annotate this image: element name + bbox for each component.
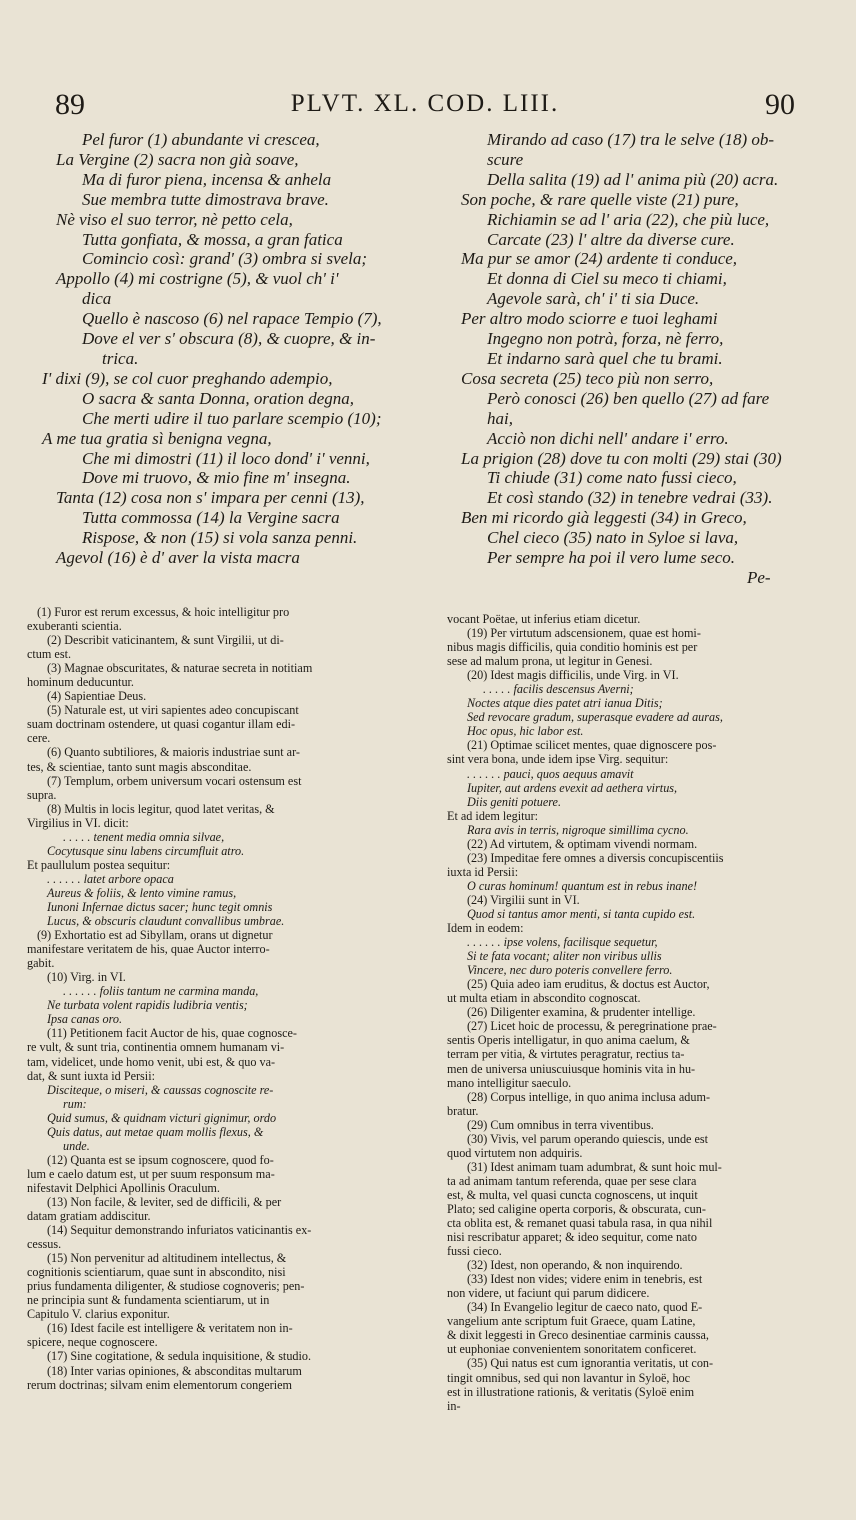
footnote-line: sentis Operis intelligatur, in quo anima caelum, & [447, 1033, 690, 1048]
verse-line: Dove el ver s' obscura (8), & cuopre, & in- [82, 329, 376, 349]
verse-line: Ti chiude (31) come nato fussi cieco, [487, 468, 737, 488]
footnote-line: (20) Idest magis difficilis, unde Virg. in VI. [467, 668, 679, 683]
footnote-line: sint vera bona, unde idem ipse Virg. sequitur: [447, 752, 669, 767]
verse-line: Richiamin se ad l' aria (22), che più luce, [487, 209, 770, 229]
footnote-line: exuberanti scientia. [27, 619, 122, 634]
footnote-line: Aureus & foliis, & lento vimine ramus, [47, 885, 237, 900]
verse-line: Della salita (19) ad l' anima più (20) acra. [487, 169, 779, 189]
verse-line: Per altro modo sciorre e tuoi leghami [461, 309, 718, 329]
footnote-line: men de universa uniuscuiusque hominis vita in hu- [447, 1061, 696, 1076]
footnote-line: Ipsa canas oro. [47, 1012, 123, 1027]
verse-line: O sacra & santa Donna, oration degna, [82, 388, 354, 408]
footnote-line: Diis geniti potuere. [467, 794, 561, 809]
verse-line: Tanta (12) cosa non s' impara per cenni (13), [56, 488, 365, 508]
footnote-line: supra. [27, 787, 57, 802]
verse-line: dica [82, 289, 112, 309]
footnote-line: Et ad idem legitur: [447, 808, 539, 823]
footnote-line: in- [447, 1398, 461, 1413]
footnote-line: Rara avis in terris, nigroque simillima cycno. [467, 822, 689, 837]
footnote-line: cere. [27, 731, 51, 746]
footnote-line: tes, & scientiae, tanto sunt magis absconditae. [27, 759, 252, 774]
footnote-line: . . . . . . foliis tantum ne carmina manda, [63, 984, 259, 999]
footnote-line: ta ad animam tantum referenda, quae per sese clara [447, 1173, 697, 1188]
verse-line: Cosa secreta (25) teco più non serro, [461, 368, 714, 388]
footnote-line: (26) Diligenter examina, & prudenter intellige. [467, 1005, 696, 1020]
footnote-line: lum e caelo datum est, ut per suum responsum ma- [27, 1166, 275, 1181]
footnote-line: est in illustratione rationis, & veritatis (Syloë enim [447, 1384, 695, 1399]
footnote-line: Quid sumus, & quidnam victuri gignimur, ordo [47, 1110, 277, 1125]
footnote-line: . . . . . . pauci, quos aequus amavit [467, 766, 634, 781]
footnote-line: Quis datus, aut metae quam mollis flexus, & [47, 1124, 264, 1139]
footnotes-column-right [447, 612, 827, 1413]
footnote-line: (16) Idest facile est intelligere & veritatem non in- [47, 1321, 293, 1336]
footnote-line: . . . . . . latet arbore opaca [47, 871, 174, 886]
footnote-line: ut multa etiam in abscondito cognoscat. [447, 991, 641, 1006]
footnote-line: (6) Quanto subtiliores, & maioris industriae sunt ar- [47, 745, 300, 760]
footnote-line: & dixit leggesti in Greco desinentiae carminis caussa, [447, 1328, 709, 1343]
footnote-line: (15) Non pervenitur ad altitudinem intellectus, & [47, 1251, 287, 1266]
footnote-line: (19) Per virtutum adscensionem, quae est homi- [467, 626, 701, 641]
footnote-line: re vult, & sunt tria, continentia omnem humanam vi- [27, 1040, 285, 1055]
verse-line: Son poche, & rare quelle viste (21) pure, [461, 189, 739, 209]
footnote-line: rum: [63, 1096, 87, 1111]
page-number-left: 89 [55, 88, 85, 121]
footnote-line: prius fundamenta diligenter, & studiose cognoveris; pen- [27, 1279, 305, 1294]
footnote-line: (2) Describit vaticinantem, & sunt Virgilii, ut di- [47, 633, 284, 648]
footnote-line: (7) Templum, orbem universum vocari ostensum est [47, 773, 302, 788]
verse-line: Agevol (16) è d' aver la vista macra [56, 548, 300, 568]
footnote-line: nibus magis difficilis, quia conditio hominis est per [447, 640, 698, 655]
footnote-line: cta oblita est, & remanet quasi tabula rasa, in qua nihil [447, 1216, 713, 1231]
verse-line: Dove mi truovo, & mio fine m' insegna. [82, 468, 351, 488]
verse-line: Per sempre ha poi il vero lume seco. [487, 548, 736, 568]
footnote-line: (14) Sequitur demonstrando infuriatos vaticinantis ex- [47, 1223, 312, 1238]
footnote-line: Quod si tantus amor menti, si tanta cupido est. [467, 906, 696, 921]
verse-line: La Vergine (2) sacra non già soave, [56, 149, 299, 169]
footnote-line: ctum est. [27, 647, 72, 662]
footnote-line: dat, & sunt iuxta id Persii: [27, 1068, 155, 1083]
footnote-line: quod virtutem non adquiris. [447, 1145, 583, 1160]
footnote-line: rerum doctrinas; silvam enim elementorum congeriem [27, 1377, 292, 1392]
footnote-line: Idem in eodem: [447, 921, 524, 936]
footnote-line: (1) Furor est rerum excessus, & hoic intelligitur pro [37, 605, 290, 619]
footnote-line: (4) Sapientiae Deus. [47, 689, 147, 704]
footnote-line: (12) Quanta est se ipsum cognoscere, quod fo- [47, 1152, 274, 1167]
running-title: PLVT. XL. COD. LIII. [290, 90, 560, 117]
verse-line: Quello è nascoso (6) nel rapace Tempio (7), [82, 309, 382, 329]
footnote-line: manifestare veritatem de his, quae Auctor interro- [27, 942, 270, 957]
footnote-line: Si te fata vocant; aliter non viribus ullis [467, 949, 662, 964]
verse-line: Et donna di Ciel su meco ti chiami, [487, 269, 727, 289]
footnote-line: (24) Virgilii sunt in VI. [467, 892, 580, 907]
footnote-line: (3) Magnae obscuritates, & naturae secreta in notitiam [47, 661, 313, 676]
footnote-line: Ne turbata volent rapidis ludibria ventis; [47, 998, 248, 1013]
verse-line: Ma di furor piena, incensa & anhela [82, 169, 332, 189]
footnote-line: (18) Inter varias opiniones, & absconditas multarum [47, 1363, 302, 1378]
verse-line: A me tua gratia sì benigna vegna, [42, 428, 272, 448]
footnote-line: unde. [63, 1138, 90, 1153]
footnote-line: (33) Idest non vides; videre enim in tenebris, est [467, 1272, 703, 1287]
footnote-line: Lucus, & obscuris claudunt convallibus umbrae. [47, 914, 285, 929]
footnote-line: mano intelligitur saeculo. [447, 1075, 572, 1090]
footnote-line: (29) Cum omnibus in terra viventibus. [467, 1117, 654, 1132]
footnote-line: Plato; sed caligine operta corporis, & obscurata, cun- [447, 1201, 706, 1216]
verse-line: Acciò non dichi nell' andare i' erro. [487, 428, 729, 448]
verse-line: Ben mi ricordo già leggesti (34) in Greco, [461, 508, 747, 528]
footnote-line: (11) Petitionem facit Auctor de his, quae cognosce- [47, 1026, 297, 1041]
footnote-line: . . . . . facilis descensus Averni; [483, 682, 634, 697]
footnote-line: (8) Multis in locis legitur, quod latet veritas, & [47, 801, 275, 816]
footnote-line: suam doctrinam ostendere, ut quasi cogantur illam edi- [27, 717, 296, 732]
footnote-line: Capitulo V. clarius exponitur. [27, 1307, 170, 1322]
footnote-line: Sed revocare gradum, superasque evadere ad auras, [467, 710, 723, 725]
verse-line: Agevole sarà, ch' i' ti sia Duce. [487, 289, 700, 309]
footnote-line: . . . . . tenent media omnia silvae, [63, 829, 225, 844]
footnote-line: (35) Qui natus est cum ignorantia veritatis, ut con- [467, 1356, 714, 1371]
footnote-line: O curas hominum! quantum est in rebus inane! [467, 878, 698, 893]
verse-line: Che mi dimostri (11) il loco dond' i' venni, [82, 448, 370, 468]
footnote-line: datam gratiam addiscitur. [27, 1209, 151, 1224]
footnote-line: Disciteque, o miseri, & caussas cognoscite re- [47, 1082, 274, 1097]
footnote-line: sese ad malum prona, ut legitur in Genesi. [447, 654, 653, 669]
footnote-line: Virgilius in VI. dicit: [27, 815, 129, 830]
footnote-line: ut euphoniae convenientem sonoritatem conficeret. [447, 1342, 697, 1357]
footnote-line: iuxta id Persii: [447, 864, 519, 879]
verse-line: Chel cieco (35) nato in Syloe si lava, [487, 528, 739, 548]
footnote-line: spicere, neque cognoscere. [27, 1335, 158, 1350]
footnote-line: Hoc opus, hic labor est. [467, 724, 584, 739]
verse-column-left [42, 130, 437, 568]
verse-line: Appollo (4) mi costrigne (5), & vuol ch' i' [56, 269, 339, 289]
footnote-line: (31) Idest animam tuam adumbrat, & sunt hoic mul- [467, 1159, 722, 1174]
footnote-line: Vincere, nec duro poteris convellere ferro. [467, 963, 673, 978]
footnote-line: (21) Optimae scilicet mentes, quae dignoscere pos- [467, 738, 717, 753]
verse-line: Et indarno sarà quel che tu brami. [487, 348, 723, 368]
footnote-line: cessus. [27, 1237, 62, 1252]
footnote-line: bratur. [447, 1103, 479, 1118]
footnote-line: (22) Ad virtutem, & optimam vivendi normam. [467, 836, 698, 851]
footnote-line: vangelium ante scriptum fuit Graece, quam Latine, [447, 1314, 696, 1329]
footnote-line: (17) Sine cogitatione, & sedula inquisitione, & studio. [47, 1349, 312, 1364]
footnote-line: non videre, ut faciunt qui parum didicere. [447, 1286, 650, 1301]
footnote-line: Iunoni Infernae dictus sacer; hunc tegit omnis [47, 899, 273, 914]
page-number-right: 90 [765, 88, 795, 121]
footnote-line: ne principia sunt & fundamenta scientiarum, ut in [27, 1293, 270, 1308]
verse-line: La prigion (28) dove tu con molti (29) stai (30) [461, 448, 782, 468]
footnote-line: terram per vitia, & virtutes peragratur, rectius ta- [447, 1047, 685, 1062]
verse-line: Però conosci (26) ben quello (27) ad fare [487, 388, 770, 408]
footnote-line: gabit. [27, 956, 55, 971]
footnote-line: Cocytusque sinu labens circumfluit atro. [47, 843, 245, 858]
verse-line: Pe- [747, 567, 771, 587]
footnote-line: (32) Idest, non operando, & non inquirendo. [467, 1258, 683, 1273]
footnote-line: Noctes atque dies patet atri ianua Ditis; [467, 696, 663, 711]
verse-line: Ma pur se amor (24) ardente ti conduce, [461, 249, 738, 269]
verse-line: Pel furor (1) abundante vi crescea, [82, 130, 320, 149]
verse-line: Carcate (23) l' altre da diverse cure. [487, 229, 735, 249]
verse-line: trica. [102, 348, 139, 368]
footnote-line: (30) Vivis, vel parum operando quiescis, unde est [467, 1131, 709, 1146]
verse-line: Ingegno non potrà, forza, nè ferro, [487, 329, 724, 349]
verse-column-right [447, 130, 827, 588]
footnote-line: (25) Quia adeo iam eruditus, & doctus est Auctor, [467, 977, 710, 992]
footnote-line: Iupiter, aut ardens evexit ad aethera virtus, [467, 780, 678, 795]
footnote-line: . . . . . . ipse volens, facilisque sequetur, [467, 935, 658, 950]
footnote-line: tingit omnibus, sed qui non lavantur in Syloë, hoc [447, 1370, 691, 1385]
verse-line: Tutta commossa (14) la Vergine sacra [82, 508, 340, 528]
verse-line: Mirando ad caso (17) tra le selve (18) ob- [487, 130, 775, 149]
footnote-line: hominum deducuntur. [27, 675, 134, 690]
verse-line: Et così stando (32) in tenebre vedrai (33). [487, 488, 773, 508]
footnote-line: tam, videlicet, unde homo venit, ubi est, & quo va- [27, 1054, 276, 1069]
verse-line: Comincio così: grand' (3) ombra si svela; [82, 249, 368, 269]
verse-line: hai, [487, 408, 513, 428]
footnote-line: (27) Licet hoic de processu, & peregrinatione prae- [467, 1019, 717, 1034]
footnote-line: nisi rescribatur apparet; & ideo sequitur, come nato [447, 1230, 697, 1245]
footnote-line: (23) Impeditae fere omnes a diversis concupiscentiis [467, 850, 724, 865]
footnote-line: (9) Exhortatio est ad Sibyllam, orans ut dignetur [37, 928, 273, 943]
running-header [55, 88, 795, 128]
verse-line: Rispose, & non (15) si vola sanza penni. [82, 528, 358, 548]
footnote-line: (34) In Evangelio legitur de caeco nato, quod E- [467, 1300, 703, 1315]
verse-line: Sue membra tutte dimostrava brave. [82, 189, 329, 209]
footnote-line: (5) Naturale est, ut viri sapientes adeo concupiscant [47, 703, 299, 718]
verse-line: Che merti udire il tuo parlare scempio (10); [82, 408, 382, 428]
footnote-line: Et paullulum postea sequitur: [27, 857, 171, 872]
footnote-line: vocant Poëtae, ut inferius etiam dicetur. [447, 612, 641, 626]
footnote-line: (13) Non facile, & leviter, sed de difficili, & per [47, 1194, 282, 1209]
verse-line: Nè viso el suo terror, nè petto cela, [56, 209, 293, 229]
footnote-line: (28) Corpus intellige, in quo anima inclusa adum- [467, 1089, 711, 1104]
footnote-line: est, & multa, vel quasi cuncta cognoscens, ut inquit [447, 1187, 698, 1202]
footnotes-column-left [27, 605, 427, 1392]
verse-line: scure [487, 149, 524, 169]
footnote-line: fussi cieco. [447, 1244, 502, 1259]
verse-line: I' dixi (9), se col cuor preghando adempio, [42, 368, 333, 388]
footnote-line: cognitionis scientiarum, quae sunt in abscondito, nisi [27, 1265, 286, 1280]
footnote-line: nifestavit Delphici Apollinis Oraculum. [27, 1180, 220, 1195]
verse-line: Tutta gonfiata, & mossa, a gran fatica [82, 229, 343, 249]
footnote-line: (10) Virg. in VI. [47, 970, 126, 985]
